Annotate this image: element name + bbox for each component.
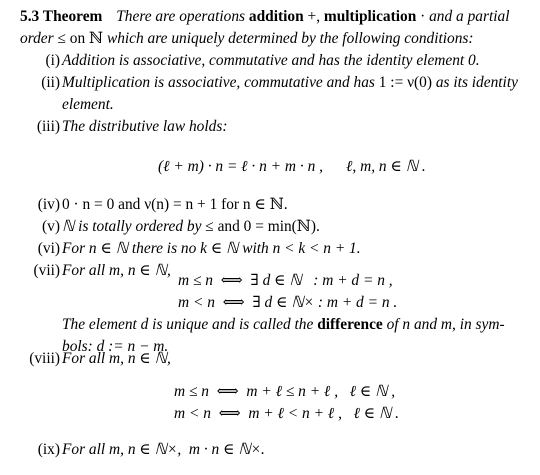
condition-number: (ix): [37, 441, 60, 458]
condition-text-c: element.: [62, 96, 114, 113]
condition-text: For n ∈ ℕ there is no k ∈ ℕ with n < k < n + 1.: [62, 240, 361, 257]
dot-symbol: ·: [416, 8, 430, 25]
condition-text-a: ℕ is totally ordered by: [62, 218, 202, 235]
condition-number: (ii): [41, 74, 60, 91]
condition-text: [62, 194, 532, 216]
condition-number: (iii): [36, 118, 60, 135]
condition-number: (viii): [29, 350, 60, 367]
lt-difference-equation: m < n ⟺ ∃ d ∈ ℕ× : m + d = n .: [178, 294, 398, 311]
identity-formula: 1 := ν(0): [374, 74, 436, 91]
condition-text: For all m, n ∈ ℕ,: [62, 262, 171, 279]
condition-number: (vi): [37, 240, 60, 257]
condition-text: For all m, n ∈ ℕ×, m · n ∈ ℕ×.: [62, 441, 265, 458]
for-word: for: [217, 196, 243, 213]
difference-term: difference: [317, 316, 383, 333]
plus-symbol: +,: [303, 8, 324, 25]
order-term: order: [20, 30, 54, 47]
condition-text: [62, 216, 532, 238]
condition-text-a: Multiplication is associative, commutative and has: [62, 74, 375, 91]
condition-number: (iv): [37, 196, 60, 213]
and-word: and: [217, 218, 244, 235]
leq-monotonicity-equation: m ≤ n ⟺ m + ℓ ≤ n + ℓ , ℓ ∈ ℕ ,: [174, 383, 396, 400]
condition-text: For all m, n ∈ ℕ,: [62, 350, 171, 367]
domain-formula: n ∈ ℕ.: [242, 196, 288, 213]
addition-term: addition: [248, 8, 304, 25]
and-word: and: [114, 196, 145, 213]
condition-text: [62, 72, 532, 116]
condition-text: The distributive law holds:: [62, 118, 228, 135]
condition-number: (i): [45, 52, 60, 69]
theorem-intro-2: and a partial: [429, 8, 510, 25]
lt-monotonicity-equation: m < n ⟺ m + ℓ < n + ℓ , ℓ ∈ ℕ .: [174, 405, 399, 422]
theorem-statement: [20, 6, 532, 50]
leq-symbol: ≤: [201, 218, 218, 235]
condition-text-b: as its identity: [435, 74, 518, 91]
theorem-intro-1: There are operations: [116, 8, 246, 25]
distributive-formula: (ℓ + m) · n = ℓ · n + m · n ,: [158, 158, 323, 175]
min-formula: 0 = min(ℕ).: [243, 218, 320, 235]
condition-number: (v): [42, 218, 60, 235]
theorem-label: 5.3 Theorem: [20, 8, 103, 25]
multiplication-term: multiplication: [323, 8, 417, 25]
leq-on-n: ≤ on ℕ: [53, 30, 107, 47]
theorem-intro-3: which are uniquely determined by the following conditions:: [106, 30, 474, 47]
paragraph-text-3: bols: d := n − m.: [62, 338, 169, 355]
distributive-domain: ℓ, m, n ∈ ℕ .: [346, 158, 426, 175]
leq-difference-equation: m ≤ n ⟺ ∃ d ∈ ℕ : m + d = n ,: [178, 272, 393, 289]
paragraph-text-1: The element d is unique and is called the: [62, 316, 314, 333]
zero-product-formula: 0 · n = 0: [62, 196, 115, 213]
condition-number: (vii): [33, 262, 60, 279]
paragraph-text-2: of n and m, in sym-: [386, 316, 505, 333]
successor-formula: ν(n) = n + 1: [144, 196, 218, 213]
condition-text: Addition is associative, commutative and has the identity element 0.: [62, 52, 480, 69]
